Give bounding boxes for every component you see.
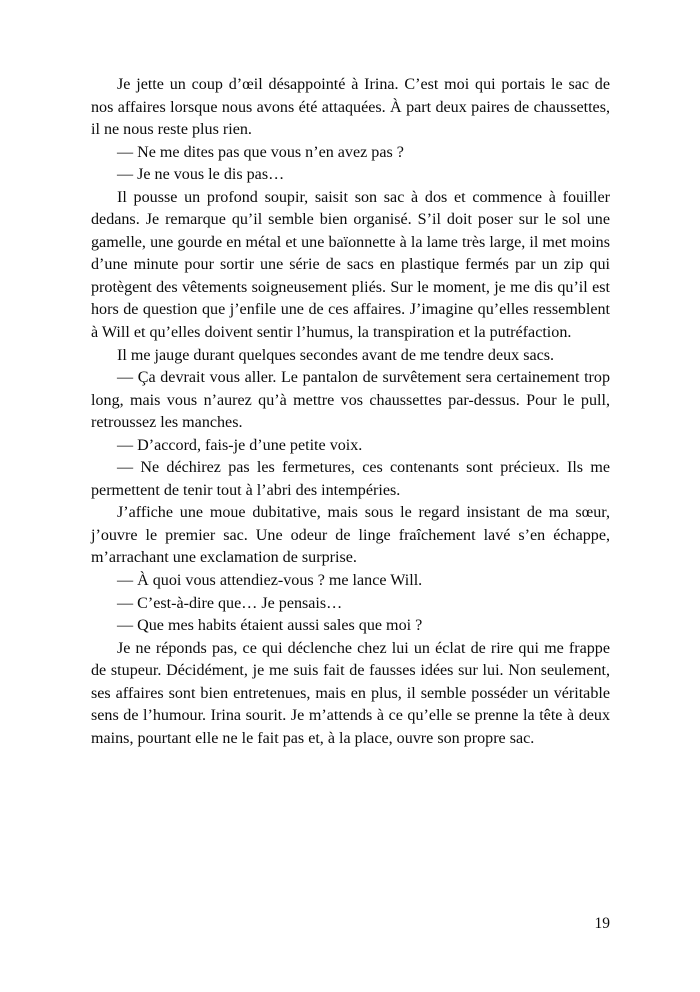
paragraph: Je ne réponds pas, ce qui déclenche chez lui un éclat de rire qui me frappe de stupeur. Décidément, je me suis fait de fausses idées sur lui. Non seulement, ses affaires sont bien entretenues, mais en plus, il semble posséder un véritable sens de l’humour. Irina sourit. Je m’attends à ce qu’elle se prenne la tête à deux mains, pourtant elle ne le fait pas et, à la place, ouvre son propre sac. [91,639,610,747]
dialogue-line: — D’accord, fais-je d’une petite voix. [117,436,363,454]
paragraph: Il pousse un profond soupir, saisit son sac à dos et commence à fouiller dedans. Je remarque qu’il semble bien organisé. S’il doit poser sur le sol une gamelle, une gourde en métal et une baïonnette à la lame très large, il met moins d’une minute pour sortir une série de sacs en plastique fermés par un zip qui protègent des vêtements soigneusement pliés. Sur le moment, je me dis qu’il est hors de question que j’enfile une de ces affaires. J’imagine qu’elles ressemblent à Will et qu’elles doivent sentir l’humus, la transpiration et la putréfaction. [91,188,610,342]
dialogue-line: — À quoi vous attendiez-vous ? me lance Will. [117,572,423,590]
dialogue-line: — Que mes habits étaient aussi sales que moi ? [117,617,423,635]
paragraph: J’affiche une moue dubitative, mais sous le regard insistant de ma sœur, j’ouvre le premier sac. Une odeur de linge fraîchement lavé s’en échappe, m’arrachant une exclamation de surprise. [91,504,610,567]
dialogue-line: — Ça devrait vous aller. Le pantalon de survêtement sera certainement trop long, mais vous n’aurez qu’à mettre vos chaussettes par-dessus. Pour le pull, retroussez les manches. [91,369,610,432]
dialogue-line: — Ne déchirez pas les fermetures, ces contenants sont précieux. Ils me permettent de tenir tout à l’abri des intempéries. [91,459,610,499]
dialogue-line: — Je ne vous le dis pas… [117,166,285,184]
page-text-body [91,74,610,750]
page-number: 19 [594,915,610,932]
dialogue-line: — Ne me dites pas que vous n’en avez pas ? [117,143,404,161]
paragraph: Je jette un coup d’œil désappointé à Irina. C’est moi qui portais le sac de nos affaires lorsque nous avons été attaquées. À part deux paires de chaussettes, il ne nous reste plus rien. [91,76,610,139]
paragraph: Il me jauge durant quelques secondes avant de me tendre deux sacs. [117,346,555,364]
dialogue-line: — C’est-à-dire que… Je pensais… [117,594,343,612]
